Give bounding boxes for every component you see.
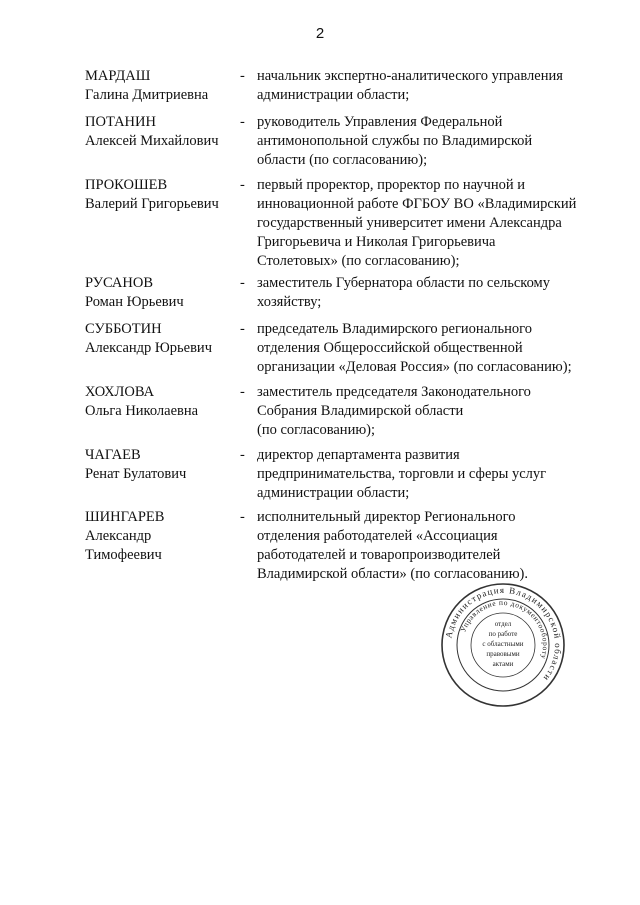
position-line: инновационной работе ФГБОУ ВО «Владимирский — [257, 196, 577, 212]
member-name — [85, 508, 235, 565]
member-name — [85, 113, 235, 151]
position-line: антимонопольной службы по Владимирской — [257, 133, 533, 149]
stamp-center-line: отдел — [494, 620, 512, 628]
member-given-name: Ольга Николаевна — [85, 403, 199, 419]
position-line: области (по согласованию); — [257, 152, 428, 168]
position-line: заместитель Губернатора области по сельскому — [257, 275, 550, 291]
member-position — [257, 446, 607, 503]
member-position — [257, 113, 607, 170]
page-number: 2 — [315, 25, 325, 42]
member-surname: ПРОКОШЕВ — [85, 177, 168, 193]
position-line: директор департамента развития — [257, 447, 460, 463]
position-line: отделения Общероссийской общественной — [257, 340, 523, 356]
position-line: (по согласованию); — [257, 422, 376, 438]
dash-separator: - — [240, 447, 245, 463]
member-surname: ПОТАНИН — [85, 114, 156, 130]
stamp-center-line: актами — [492, 660, 514, 668]
member-given-name: Галина Дмитриевна — [85, 87, 209, 103]
position-line: администрации области; — [257, 87, 410, 103]
member-position — [257, 176, 607, 271]
dash-separator: - — [240, 114, 245, 130]
member-position — [257, 274, 607, 312]
stamp-center-line: правовыми — [486, 650, 520, 658]
dash-separator: - — [240, 384, 245, 400]
position-line: организации «Деловая Россия» (по согласованию); — [257, 359, 572, 375]
position-line: Владимирской области» (по согласованию). — [257, 566, 529, 582]
dash-separator: - — [240, 321, 245, 337]
member-position — [257, 67, 607, 105]
member-name — [85, 176, 235, 214]
position-line: Григорьевича и Николая Григорьевича — [257, 234, 496, 250]
member-name — [85, 383, 235, 421]
member-given-name: Ренат Булатович — [85, 466, 187, 482]
stamp-outer-text: Администрация Владимирской области — [443, 584, 564, 684]
member-given-name: Роман Юрьевич — [85, 294, 184, 310]
member-given-name: Валерий Григорьевич — [85, 196, 219, 212]
dash-separator: - — [240, 177, 245, 193]
position-line: Собрания Владимирской области — [257, 403, 464, 419]
member-surname: ШИНГАРЕВ — [85, 509, 165, 525]
position-line: руководитель Управления Федеральной — [257, 114, 503, 130]
position-line: администрации области; — [257, 485, 410, 501]
member-name — [85, 274, 235, 312]
dash-separator: - — [240, 68, 245, 84]
position-line: государственный университет имени Александра — [257, 215, 562, 231]
position-line: отделения работодателей «Ассоциация — [257, 528, 498, 544]
official-stamp — [440, 582, 566, 708]
member-surname: СУББОТИН — [85, 321, 162, 337]
member-position — [257, 508, 607, 584]
dash-separator: - — [240, 509, 245, 525]
position-line: начальник экспертно-аналитического управления — [257, 68, 563, 84]
member-given-name: Тимофеевич — [85, 547, 162, 563]
dash-separator: - — [240, 275, 245, 291]
member-given-name: Алексей Михайлович — [85, 133, 219, 149]
position-line: исполнительный директор Регионального — [257, 509, 516, 525]
member-surname: ХОХЛОВА — [85, 384, 155, 400]
position-line: первый проректор, проректор по научной и — [257, 177, 525, 193]
member-surname: ЧАГАЕВ — [85, 447, 141, 463]
position-line: Столетовых» (по согласованию); — [257, 253, 460, 269]
position-line: хозяйству; — [257, 294, 322, 310]
stamp-center-line: по работе — [488, 630, 518, 638]
position-line: работодателей и товаропроизводителей — [257, 547, 501, 563]
stamp-inner-text: Управление по документообороту — [458, 597, 551, 661]
member-name — [85, 320, 235, 358]
member-name — [85, 67, 235, 105]
stamp-center-line: с областными — [482, 640, 524, 648]
position-line: предпринимательства, торговли и сферы услуг — [257, 466, 547, 482]
position-line: председатель Владимирского регионального — [257, 321, 532, 337]
member-position — [257, 383, 607, 440]
member-surname: РУСАНОВ — [85, 275, 154, 291]
member-position — [257, 320, 607, 377]
position-line: заместитель председателя Законодательного — [257, 384, 531, 400]
member-given-name: Александр Юрьевич — [85, 340, 212, 356]
member-surname: МАРДАШ — [85, 68, 151, 84]
member-name — [85, 446, 235, 484]
member-given-name: Александр — [85, 528, 152, 544]
